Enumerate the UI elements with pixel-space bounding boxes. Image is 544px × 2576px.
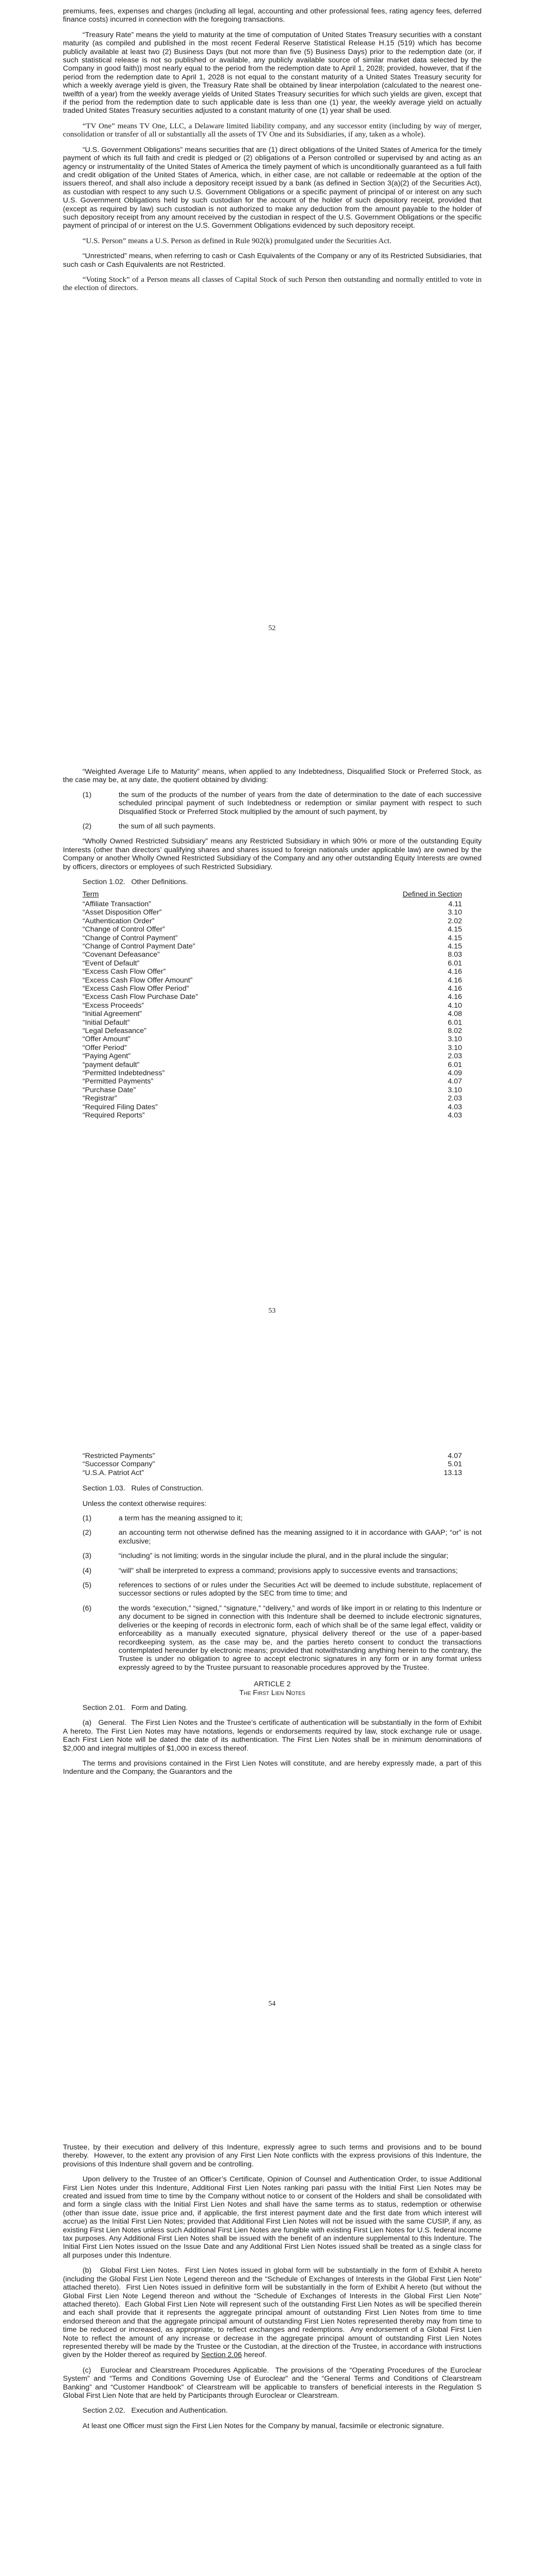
paragraph-fees-continued: premiums, fees, expenses and charges (including all legal, accounting and other professional fees, rating agency fees, deferred finance costs) incurred in connection with the foregoing transactions.: [63, 7, 482, 24]
article-2-title: The First Lien Notes: [239, 1688, 305, 1697]
defined-term: “Change of Control Payment”: [83, 934, 178, 942]
section-reference: 4.03: [448, 1103, 462, 1111]
other-definitions-table-continued: [83, 1452, 462, 1477]
section-1-02-heading: Section 1.02. Other Definitions.: [83, 878, 188, 887]
page-54: [63, 1452, 482, 1776]
paragraph-additional-notes: Upon delivery to the Trustee of an Officer’s Certificate, Opinion of Counsel and Authentication Order, to issue Additional First Lien Notes under this Indenture, Additional First Lien Notes ranking pari passu with the Initial First Lien Notes may be created and issued from time to time by the Company without notice to or consent of the Holders and shall be consolidated with and form a single class with the Initial First Lien Notes and shall have the same terms as to status, redemption or otherwise (other than issue date, issue price and, if applicable, the first interest payment date and the first date from which interest will accrue) as the Initial First Lien Notes; provided that Additional First Lien Notes will not be issued with the same CUSIP, if any, as existing First Lien Notes unless such Additional First Lien Notes are fungible with existing First Lien Notes for U.S. federal income tax purposes. Any Additional First Lien Notes shall be issued with the benefit of an indenture supplemental to this Indenture. The Initial First Lien Notes issued on the Issue Date and any Additional First Lien Notes issued shall be treated as a single class for all purposes under this Indenture.: [63, 2175, 482, 2260]
definition-row: [83, 1103, 462, 1111]
section-reference: 6.01: [448, 1018, 462, 1027]
other-definitions-table: [83, 890, 462, 1120]
definition-tv-one: “TV One” means TV One, LLC, a Delaware limited liability company, and any successor entity (including by way of merger, consolidation or transfer of all or substantially all the assets of TV One and its Subsidiaries, if any, taken as a whole).: [63, 122, 482, 139]
rule-text: an accounting term not otherwise defined has the meaning assigned to it in accordance with GAAP; “or” is not exclusive;: [119, 1529, 482, 1546]
paragraph-execution: At least one Officer must sign the First Lien Notes for the Company by manual, facsimile or electronic signature.: [83, 2421, 444, 2430]
defined-term: “Offer Period”: [83, 1043, 127, 1052]
definition-row: [83, 1069, 462, 1077]
definition-row: [83, 1002, 462, 1010]
section-reference: 5.01: [448, 1460, 462, 1469]
section-reference: 3.10: [448, 1035, 462, 1044]
defined-term: “Purchase Date”: [83, 1086, 136, 1094]
rules-intro: Unless the context otherwise requires:: [83, 1499, 207, 1508]
column-header-term: Term: [83, 890, 99, 899]
section-reference: 4.16: [448, 993, 462, 1002]
section-reference: 4.07: [448, 1077, 462, 1086]
page-55: [63, 2143, 482, 2430]
defined-term: “Change of Control Payment Date”: [83, 942, 195, 951]
definition-row: [83, 1010, 462, 1018]
definition-treasury-rate: “Treasury Rate” means the yield to maturity at the time of computation of United States Treasury securities with a constant maturity (as compiled and published in the most recent Federal Reserve Statistical Release H.15 (519) which has become publicly available at least two (2) Business Days (but not more than five (5) Business Days) prior to the redemption date (or, if such statistical release is not so published or available, any publicly available source of similar market data selected by the Company in good faith)) most nearly equal to the period from the redemption date to April 1, 2028; provided, however, that if the period from the redemption date to April 1, 2028 is not equal to the constant maturity of a United States Treasury security for which a weekly average yield is given, the Treasury Rate shall be obtained by linear interpolation (calculated to the nearest one-twelfth of a year) from the weekly average yields of United States Treasury securities for which such yields are given, except that if the period from the redemption date to such applicable date is less than one (1) year, the weekly average yield on actually traded United States Treasury securities adjusted to a constant maturity of one (1) year shall be used.: [63, 30, 482, 115]
defined-term: “Registrar”: [83, 1094, 118, 1103]
rule-text: “including” is not limiting; words in the singular include the plural, and in the plural include the singular;: [119, 1552, 449, 1561]
page-number: 53: [268, 1307, 276, 1315]
definition-row: [83, 976, 462, 985]
section-reference: 4.16: [448, 984, 462, 993]
section-reference: 4.09: [448, 1069, 462, 1077]
section-reference: 6.01: [448, 1060, 462, 1069]
definition-row: [83, 1027, 462, 1035]
rule-item: [63, 1529, 482, 1546]
rule-item: [63, 1552, 482, 1560]
section-2-02-heading: Section 2.02. Execution and Authentication.: [83, 2406, 228, 2415]
defined-term: “Paying Agent”: [83, 1052, 131, 1061]
rule-number: (2): [83, 1529, 92, 1537]
defined-term: “Permitted Payments”: [83, 1077, 154, 1086]
definition-row: [83, 993, 462, 1001]
defined-term: “Required Reports”: [83, 1111, 145, 1120]
defined-term: “Event of Default”: [83, 959, 140, 968]
rule-number: (1): [83, 1514, 92, 1523]
section-1-03-heading: Section 1.03. Rules of Construction.: [83, 1484, 204, 1493]
definition-row: [83, 908, 462, 917]
definition-row: [83, 1019, 462, 1027]
section-reference: 4.16: [448, 968, 462, 976]
definition-row: [83, 934, 462, 942]
column-header-section: Defined in Section: [402, 890, 462, 899]
section-2-01-heading: Section 2.01. Form and Dating.: [83, 1703, 188, 1712]
section-reference: 4.15: [448, 942, 462, 951]
rule-item: [63, 1581, 482, 1598]
defined-term: “Asset Disposition Offer”: [83, 908, 162, 917]
defined-term: “Legal Defeasance”: [83, 1026, 146, 1035]
rule-number: (5): [83, 1581, 92, 1590]
defined-term: “Required Filing Dates”: [83, 1103, 158, 1111]
rule-number: (6): [83, 1604, 92, 1613]
defined-term: “Restricted Payments”: [83, 1452, 155, 1460]
definition-row: [83, 1077, 462, 1086]
page-number: 54: [268, 2000, 276, 2008]
defined-term: “Initial Agreement”: [83, 1010, 142, 1019]
definition-row: [83, 1111, 462, 1120]
definition-row: [83, 1469, 462, 1477]
page-52: [63, 7, 482, 293]
definition-row: [83, 942, 462, 951]
section-reference: 3.10: [448, 1043, 462, 1052]
section-reference: 6.01: [448, 959, 462, 968]
defined-term: “Covenant Defeasance”: [83, 951, 160, 959]
definition-row: [83, 951, 462, 959]
definition-row: [83, 968, 462, 976]
article-2-heading: ARTICLE 2: [254, 1680, 291, 1689]
defined-term: “Successor Company”: [83, 1460, 155, 1469]
definition-row: [83, 985, 462, 993]
paragraph-terms-provisions: The terms and provisions contained in the First Lien Notes will constitute, and are hereby expressly made, a part of this Indenture and the Company, the Guarantors and the: [63, 1759, 482, 1776]
rule-item: [63, 1604, 482, 1672]
page-53: [63, 768, 482, 1120]
defined-term: “Affiliate Transaction”: [83, 900, 151, 908]
section-2-06-link[interactable]: Section 2.06: [201, 2351, 242, 2360]
section-reference: 2.03: [448, 1052, 462, 1061]
definition-row: [83, 917, 462, 925]
defined-term: “Offer Amount”: [83, 1035, 130, 1044]
page-number: 52: [268, 624, 276, 632]
definition-row: [83, 1035, 462, 1043]
section-reference: 4.16: [448, 976, 462, 985]
rule-text: references to sections of or rules under the Securities Act will be deemed to include substitute, replacement of successor sections or rules adopted by the SEC from time to time; and: [119, 1581, 482, 1598]
list-item: (1) the sum of the products of the number of years from the date of determination to the date of each successive scheduled principal payment of such Indebtedness or redemption or similar payment with respect to such Disqualified Stock or Preferred Stock multiplied by the amount of such payment, by: [83, 790, 482, 816]
rules-list: [63, 1514, 482, 1672]
defined-term: “U.S.A. Patriot Act”: [83, 1468, 144, 1477]
definition-unrestricted: “Unrestricted” means, when referring to cash or Cash Equivalents of the Company or any of its Restricted Subsidiaries, that such cash or Cash Equivalents are not Restricted.: [63, 252, 482, 269]
section-reference: 4.11: [448, 900, 462, 908]
section-reference: 4.10: [448, 1001, 462, 1010]
definition-row: [83, 1044, 462, 1052]
section-reference: 4.08: [448, 1010, 462, 1019]
section-reference: 8.03: [448, 951, 462, 959]
definition-wholly-owned-restricted-subsidiary: “Wholly Owned Restricted Subsidiary” means any Restricted Subsidiary in which 90% or more of the outstanding Equity Interests (other than directors’ qualifying shares and shares issued to foreign nationals under applicable law) are owned by the Company or another Wholly Owned Restricted Subsidiary of the Company and any other outstanding Equity Interests are owned by officers, directors or employees of such Restricted Subsidiary.: [63, 837, 482, 871]
defined-term: “Excess Proceeds”: [83, 1001, 144, 1010]
paragraph-terms-continued: Trustee, by their execution and delivery of this Indenture, expressly agree to such terms and provisions and to be bound thereby. However, to the extent any provision of any First Lien Note conflicts with the express provisions of this Indenture, the provisions of this Indenture shall govern and be controlling.: [63, 2143, 482, 2168]
section-reference: 3.10: [448, 908, 462, 917]
defined-term: “Excess Cash Flow Offer Period”: [83, 984, 189, 993]
defined-term: “Initial Default”: [83, 1018, 130, 1027]
defined-term: “Authentication Order”: [83, 917, 155, 925]
defined-term: “payment default”: [83, 1060, 140, 1069]
rule-number: (4): [83, 1566, 92, 1575]
section-reference: 2.02: [448, 917, 462, 925]
definition-row: [83, 1061, 462, 1069]
section-reference: 4.07: [448, 1452, 462, 1460]
section-reference: 4.15: [448, 925, 462, 934]
rule-text: the words “execution,” “signed,” “signature,” “delivery,” and words of like import in or relating to this Indenture or any document to be signed in connection with this Indenture shall be deemed to include electronic signatures, deliveries or the keeping of records in electronic form, each of which shall be of the same legal effect, validity or enforceability as a manually executed signature, physical delivery thereof or the use of a paper-based recordkeeping system, as the case may be, and the parties hereto consent to conduct the transactions contemplated hereunder by electronic means; provided that notwithstanding anything herein to the contrary, the Trustee is under no obligation to agree to accept electronic signatures in any form or in any format unless expressly agreed to by the Trustee pursuant to reasonable procedures approved by the Trustee.: [119, 1604, 482, 1672]
section-reference: 4.03: [448, 1111, 462, 1120]
paragraph-global-notes: (b) Global First Lien Notes. First Lien Notes issued in global form will be substantially in the form of Exhibit A hereto (including the Global First Lien Note Legend thereon and the “Schedule of Exchanges of Interests in the Global First Lien Note” attached thereto). First Lien Notes issued in definitive form will be substantially in the form of Exhibit A hereto (but without the Global First Lien Note Legend thereon and without the “Schedule of Exchanges of Interests in the Global First Lien Note” attached thereto). Each Global First Lien Note will represent such of the outstanding First Lien Notes as will be specified therein and each shall provide that it represents the aggregate principal amount of outstanding First Lien Notes from time to time endorsed thereon and that the aggregate principal amount of outstanding First Lien Notes represented thereby may from time to time be reduced or increased, as appropriate, to reflect exchanges and redemptions. Any endorsement of a Global First Lien Note to reflect the amount of any increase or decrease in the aggregate principal amount of outstanding First Lien Notes represented thereby will be made by the Trustee or the Custodian, at the direction of the Trustee, in accordance with instructions given by the Holder thereof as required by Section 2.06 hereof.: [63, 2266, 482, 2360]
defined-term: “Excess Cash Flow Purchase Date”: [83, 993, 198, 1002]
definition-us-person: “U.S. Person” means a U.S. Person as defined in Rule 902(k) promulgated under the Securities Act.: [83, 236, 392, 245]
section-reference: 3.10: [448, 1086, 462, 1094]
definition-row: [83, 1452, 462, 1460]
paragraph-euroclear-clearstream: (c) Euroclear and Clearstream Procedures Applicable. The provisions of the “Operating Procedures of the Euroclear System” and “Terms and Conditions Governing Use of Euroclear” and the “General Terms and Conditions of Clearstream Banking” and “Customer Handbook” of Clearstream will be applicable to transfers of beneficial interests in the Regulation S Global First Lien Note that are held by Participants through Euroclear or Clearstream.: [63, 2366, 482, 2400]
definition-row: [83, 1086, 462, 1094]
rule-number: (3): [83, 1552, 92, 1561]
definition-row: [83, 1460, 462, 1468]
definition-weighted-average-life: “Weighted Average Life to Maturity” means, when applied to any Indebtedness, Disqualified Stock or Preferred Stock, as the case may be, at any date, the quotient obtained by dividing:: [63, 768, 482, 785]
definition-row: [83, 959, 462, 968]
rule-item: [63, 1514, 482, 1522]
section-reference: 4.15: [448, 934, 462, 942]
defined-term: “Excess Cash Flow Offer Amount”: [83, 976, 193, 985]
rule-item: [63, 1567, 482, 1575]
rule-text: a term has the meaning assigned to it;: [119, 1514, 243, 1523]
defined-term: “Permitted Indebtedness”: [83, 1069, 165, 1077]
definition-us-government-obligations: “U.S. Government Obligations” means securities that are (1) direct obligations of the United States of America for the timely payment of which its full faith and credit is pledged or (2) obligations of a Person controlled or supervised by and acting as an agency or instrumentality of the United States of America the timely payment of which is unconditionally guaranteed as a full faith and credit obligation of the United States of America, which, in either case, are not callable or redeemable at the option of the issuers thereof, and shall also include a depository receipt issued by a bank (as defined in Section 3(a)(2) of the Securities Act), as custodian with respect to any such U.S. Government Obligations or a specific payment of principal of or interest on any such U.S. Government Obligations held by such custodian for the account of the holder of such depository receipt, provided that (except as required by law) such custodian is not authorized to make any deduction from the amount payable to the holder of such depository receipt from any amount received by the custodian in respect of the U.S. Government Obligations or the specific payment of principal of or interest on the U.S. Government Obligations evidenced by such depository receipt.: [63, 145, 482, 230]
definition-row: [83, 1094, 462, 1103]
section-reference: 13.13: [443, 1468, 462, 1477]
definition-voting-stock: “Voting Stock” of a Person means all classes of Capital Stock of such Person then outstanding and normally entitled to vote in the election of directors.: [63, 275, 482, 293]
defined-term: “Excess Cash Flow Offer”: [83, 968, 166, 976]
definition-row: [83, 900, 462, 908]
defined-term: “Change of Control Offer”: [83, 925, 165, 934]
rule-text: “will” shall be interpreted to express a command; provisions apply to successive events and transactions;: [119, 1566, 458, 1575]
paragraph-general: (a) General. The First Lien Notes and the Trustee’s certificate of authentication will be substantially in the form of Exhibit A hereto. The First Lien Notes may have notations, legends or endorsements required by law, stock exchange rule or usage. Each First Lien Note will be dated the date of its authentication. The First Lien Notes shall be in minimum denominations of $2,000 and integral multiples of $1,000 in excess thereof.: [63, 1719, 482, 1753]
list-item: (2) the sum of all such payments.: [83, 822, 216, 831]
section-reference: 2.03: [448, 1094, 462, 1103]
definition-row: [83, 1052, 462, 1060]
definition-row: [83, 925, 462, 934]
section-reference: 8.02: [448, 1026, 462, 1035]
